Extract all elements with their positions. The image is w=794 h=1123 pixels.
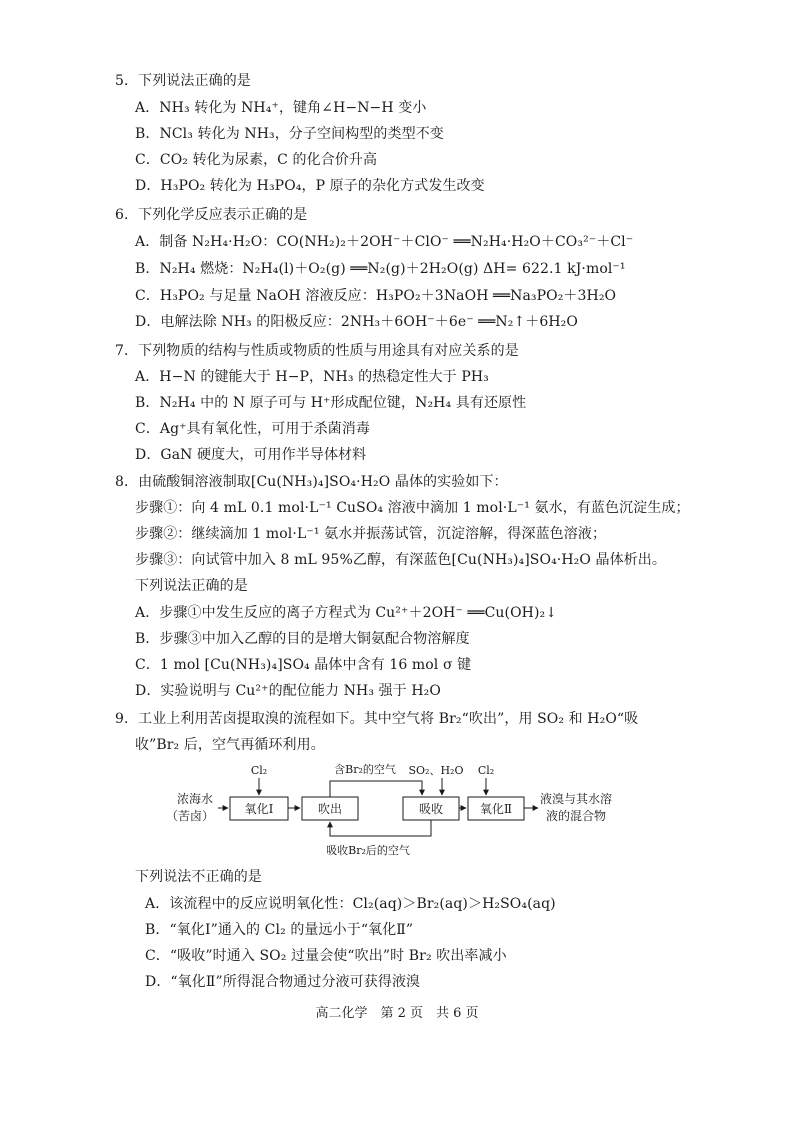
q5-option-d: D．H₃PO₂ 转化为 H₃PO₄，P 原子的杂化方式发生改变 <box>135 178 485 194</box>
q8-option-a: A．步骤①中发生反应的离子方程式为 Cu²⁺＋2OH⁻ ══Cu(OH)₂↓ <box>135 605 558 621</box>
q9-stem-line-2: 收”Br₂ 后，空气再循环利用。 <box>135 737 325 753</box>
q9-option-a: A．该流程中的反应说明氧化性：Cl₂(aq)＞Br₂(aq)＞H₂SO₄(aq) <box>145 896 556 912</box>
flow-cl2-label-2: Cl₂ <box>477 764 495 777</box>
flow-arrow-air-return <box>330 820 431 836</box>
q6-option-a: A．制备 N₂H₄·H₂O：CO(NH₂)₂＋2OH⁻＋ClO⁻ ══N₂H₄·H₂O＋CO₃²⁻＋Cl⁻ <box>135 234 634 250</box>
q7-stem: 7．下列物质的结构与性质或物质的性质与用途具有对应关系的是 <box>115 343 519 359</box>
flow-arrow-br2-air <box>330 781 422 797</box>
bromine-extraction-flowchart <box>160 760 660 860</box>
flow-cl2-label-1: Cl₂ <box>250 764 268 777</box>
q8-option-c: C．1 mol [Cu(NH₃)₄]SO₄ 晶体中含有 16 mol σ 键 <box>135 657 472 673</box>
flow-product-label-2: 液的混合物 <box>546 809 607 823</box>
q8-step-3: 步骤③：向试管中加入 8 mL 95%乙醇，有深蓝色[Cu(NH₃)₄]SO₄·H₂O 晶体析出。 <box>135 552 666 568</box>
q8-option-d: D．实验说明与 Cu²⁺的配位能力 NH₃ 强于 H₂O <box>135 683 441 699</box>
q8-ask: 下列说法正确的是 <box>135 578 248 594</box>
flow-box-oxidation2-label: 氧化Ⅱ <box>479 802 513 816</box>
q6-option-c: C．H₃PO₂ 与足量 NaOH 溶液反应：H₃PO₂＋3NaOH ══Na₃PO₂＋3H₂O <box>135 288 617 304</box>
q9-ask: 下列说法不正确的是 <box>135 869 262 885</box>
flow-box-blowout-label: 吹出 <box>317 802 343 816</box>
flow-air-with-br2-label: 含Br₂的空气 <box>334 763 396 776</box>
q5-option-c: C．CO₂ 转化为尿素，C 的化合价升高 <box>135 152 378 168</box>
q9-option-b: B．“氧化Ⅰ”通入的 Cl₂ 的量远小于“氧化Ⅱ” <box>145 922 414 938</box>
q6-option-d: D．电解法除 NH₃ 的阳极反应：2NH₃＋6OH⁻＋6e⁻ ══N₂↑＋6H₂O <box>135 314 578 330</box>
q9-option-d: D．“氧化Ⅱ”所得混合物通过分液可获得液溴 <box>145 974 421 990</box>
flow-box-oxidation1-label: 氧化Ⅰ <box>244 802 274 816</box>
flow-air-return-label: 吸收Br₂后的空气 <box>326 844 410 857</box>
q5-stem: 5．下列说法正确的是 <box>115 73 251 89</box>
q7-option-d: D．GaN 硬度大，可用作半导体材料 <box>135 447 367 463</box>
q9-option-c: C．“吸收”时通入 SO₂ 过量会使“吹出”时 Br₂ 吹出率减小 <box>145 948 507 964</box>
q6-option-b: B．N₂H₄ 燃烧：N₂H₄(l)＋O₂(g) ══N₂(g)＋2H₂O(g) ΔH= 622.1 kJ·mol⁻¹ <box>135 261 626 277</box>
q5-option-a: A．NH₃ 转化为 NH₄⁺，键角∠H−N−H 变小 <box>135 100 427 116</box>
q8-step-2: 步骤②：继续滴加 1 mol·L⁻¹ 氨水并振荡试管，沉淀溶解，得深蓝色溶液； <box>135 526 607 542</box>
flow-source-label-2: （苦卤） <box>165 809 215 823</box>
flow-source-label-1: 浓海水 <box>176 792 214 806</box>
q7-option-a: A．H−N 的键能大于 H−P，NH₃ 的热稳定性大于 PH₃ <box>135 369 489 385</box>
q7-option-b: B．N₂H₄ 中的 N 原子可与 H⁺形成配位键，N₂H₄ 具有还原性 <box>135 395 527 411</box>
q8-option-b: B．步骤③中加入乙醇的目的是增大铜氨配合物溶解度 <box>135 631 470 647</box>
q5-option-b: B．NCl₃ 转化为 NH₃，分子空间构型的类型不变 <box>135 126 444 142</box>
flow-so2-h2o-label: SO₂、H₂O <box>408 764 464 777</box>
q6-stem: 6．下列化学反应表示正确的是 <box>115 207 308 223</box>
flow-product-label-1: 液溴与其水溶 <box>540 792 613 806</box>
page-footer: 高二化学 第 2 页 共 6 页 <box>315 1006 479 1021</box>
q7-option-c: C．Ag⁺具有氧化性，可用于杀菌消毒 <box>135 421 370 437</box>
q8-stem: 8．由硫酸铜溶液制取[Cu(NH₃)₄]SO₄·H₂O 晶体的实验如下： <box>115 474 508 490</box>
flow-box-absorption-label: 吸收 <box>418 802 444 816</box>
q9-stem-line-1: 9．工业上利用苦卤提取溴的流程如下。其中空气将 Br₂“吹出”，用 SO₂ 和 H₂O“吸 <box>115 711 639 727</box>
q8-step-1: 步骤①：向 4 mL 0.1 mol·L⁻¹ CuSO₄ 溶液中滴加 1 mol·L⁻¹ 氨水，有蓝色沉淀生成； <box>135 500 690 516</box>
